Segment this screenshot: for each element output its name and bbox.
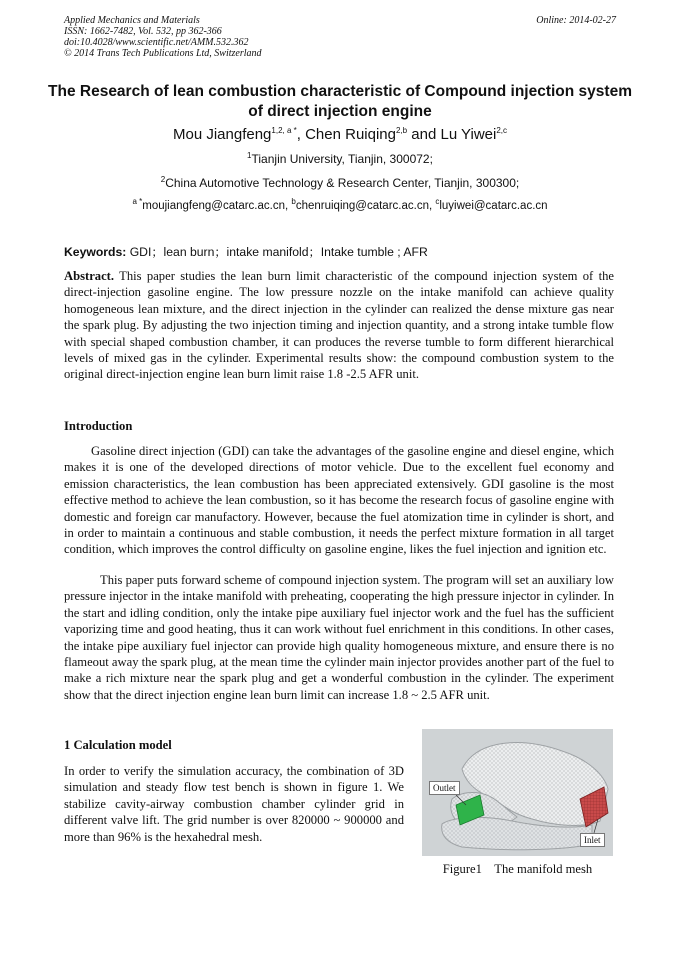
abstract-label: Abstract. xyxy=(64,269,115,283)
figure-1-caption: Figure1 The manifold mesh xyxy=(442,862,593,876)
copyright-line: © 2014 Trans Tech Publications Ltd, Switzerland xyxy=(64,48,262,59)
author-1-affil: 1,2, a * xyxy=(271,126,297,135)
author-3-affil: 2,c xyxy=(496,126,508,135)
issn-line: ISSN: 1662-7482, Vol. 532, pp 362-366 xyxy=(64,26,222,37)
abstract-text: This paper studies the lean burn limit characteristic of the compound injection system of the direct-injection gasoline engine. The low pressure nozzle on the intake manifold can achieve quality homogeneous lean mixture, and the direct injection in the cylinder can realized the dense mixture gas near the spark plug. By adjusting the two injection timing and injection quantity, and a strong intake tumble flow with special shaped combustion chamber, it can produces the reverse tumble to form different hierarchical levels of mixed gas in the cylinder. Experimental results show: the compound combustion system to the original direct-injection engine lean burn limit raise 1.8 -2.5 AFR unit. xyxy=(64,269,614,382)
email-b-sup: b xyxy=(291,197,296,207)
affiliation-1-sup: 1 xyxy=(247,151,252,160)
email-c-sup: c xyxy=(435,197,440,207)
email-a: moujiangfeng@catarc.ac.cn, xyxy=(142,200,292,212)
affiliation-2-text: China Automotive Technology & Research Center, Tianjin, 300300; xyxy=(165,176,520,190)
introduction-heading: Introduction xyxy=(64,419,133,433)
manifold-mesh-figure xyxy=(422,729,613,856)
author-list xyxy=(40,126,640,143)
intro-paragraph-1: Gasoline direct injection (GDI) can take the advantages of the gasoline engine and diesel engine, which makes it is one of the developed directions of motor vehicle. Due to the excellent fuel economy and emission characteristics, the lean combustion has been appreciated extensively. GDI gasoline is the most effective method to achieve the lean combustion, so it has become the research focus of gasoline engine with domestic and foreign car manufactory. However, because the fuel atomization time in cylinder is short, and in order to maintain a continuous and stable combustion, it needs the perfect mixture formation in all target condition, which improves the control difficulty on gasoline engine, likes the fuel injection and ignition etc. xyxy=(64,444,614,557)
author-1: Mou Jiangfeng xyxy=(172,126,272,143)
affiliation-1 xyxy=(40,152,640,166)
online-date: Online: 2014-02-27 xyxy=(536,15,616,26)
email-line xyxy=(40,197,640,212)
outlet-label: Outlet xyxy=(429,781,460,795)
inlet-label: Inlet xyxy=(580,833,605,847)
paper-title: The Research of lean combustion characteristic of Compound injection system of direct injection engine xyxy=(48,83,632,120)
email-c: luyiwei@catarc.ac.cn xyxy=(439,200,548,212)
section-1-heading: 1 Calculation model xyxy=(64,738,172,752)
journal-header xyxy=(64,15,262,59)
affiliation-1-text: Tianjin University, Tianjin, 300072; xyxy=(251,152,433,166)
section-1-paragraph: In order to verify the simulation accuracy, the combination of 3D simulation and steady flow test bench is shown in figure 1. We stabilize cavity-airway combustion chamber cylinder grid in different valve lift. The grid number is over 820000 ~ 900000 and more than 96% is the hexahedral mesh. xyxy=(64,764,404,844)
keywords-line xyxy=(64,244,614,260)
keywords-text: GDI；lean burn；intake manifold；Intake tumble ; AFR xyxy=(126,245,428,259)
journal-name: Applied Mechanics and Materials xyxy=(64,15,200,26)
author-2: , Chen Ruiqing xyxy=(296,126,396,143)
email-b: chenruiqing@catarc.ac.cn, xyxy=(295,200,436,212)
keywords-label: Keywords: xyxy=(64,245,127,259)
author-3: and Lu Yiwei xyxy=(407,126,497,143)
intro-paragraph-2: This paper puts forward scheme of compound injection system. The program will set an auxiliary low pressure injector in the intake manifold with preheating, cooperating the high pressure injector in cylinder. In the start and idling condition, only the intake pipe auxiliary fuel injector work and the fuel has the sufficient vaporizing time and good heating, thus it can work without fuel enrichment in this conditions. In other cases, the intake pipe auxiliary fuel injector can provide high quality homogeneous mixture, and ensure there is no flameout away the spark plug, at the mean time the cylinder main injector provides another part of the fuel to make a rich mixture near the spark plug and get a wonderful combustion in the cylinder. The experiment show that the direct injection engine lean burn limit can increase 1.8 ~ 2.5 AFR unit. xyxy=(64,573,614,702)
affiliation-2-sup: 2 xyxy=(160,175,166,184)
doi-line: doi:10.4028/www.scientific.net/AMM.532.362 xyxy=(64,37,249,48)
author-2-affil: 2,b xyxy=(395,126,408,135)
abstract-paragraph xyxy=(64,268,614,383)
email-a-sup: a * xyxy=(132,197,143,207)
affiliation-2 xyxy=(40,176,640,190)
